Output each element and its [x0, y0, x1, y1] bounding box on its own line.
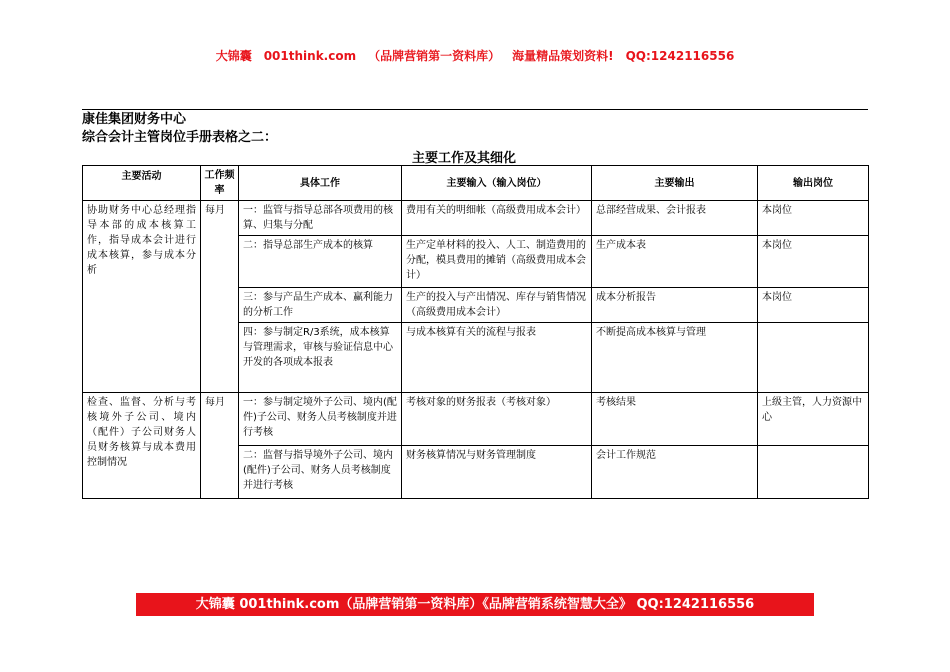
output-cell: 不断提高成本核算与管理 [592, 323, 758, 393]
input-cell: 生产定单材料的投入、人工、制造费用的分配，模具费用的摊销（高级费用成本会计） [402, 236, 592, 288]
banner-slogan: 海量精品策划资料! [512, 49, 614, 63]
activity-cell: 检查、监督、分析与考核境外子公司、境内（配件）子公司财务人员财务核算与成本费用控制情况 [83, 393, 201, 499]
input-cell: 与成本核算有关的流程与报表 [402, 323, 592, 393]
header-output: 主要输出 [592, 166, 758, 201]
banner-qq: QQ:1242116556 [625, 49, 735, 63]
work-cell: 二：监督与指导境外子公司、境内(配件)子公司、财务人员考核制度并进行考核 [239, 446, 402, 499]
output-cell: 总部经营成果、会计报表 [592, 201, 758, 236]
work-cell: 一：监管与指导总部各项费用的核算、归集与分配 [239, 201, 402, 236]
table-row [83, 201, 869, 236]
footer-site-link[interactable]: 001think.com [239, 597, 340, 612]
table-header-row [83, 166, 869, 201]
organization-name: 康佳集团财务中心 [82, 112, 187, 127]
header-work: 具体工作 [239, 166, 402, 201]
input-cell: 考核对象的财务报表（考核对象） [402, 393, 592, 446]
work-cell: 二：指导总部生产成本的核算 [239, 236, 402, 288]
position-cell: 本岗位 [758, 288, 869, 323]
banner-brand: 大锦囊 [215, 49, 252, 63]
footer-book: 《品牌营销系统智慧大全》 [482, 597, 632, 612]
input-cell: 生产的投入与产出情况、库存与销售情况（高级费用成本会计） [402, 288, 592, 323]
header-position: 输出岗位 [758, 166, 869, 201]
position-cell [758, 446, 869, 499]
output-cell: 会计工作规范 [592, 446, 758, 499]
bottom-banner [136, 593, 814, 616]
header-input: 主要输入（输入岗位） [402, 166, 592, 201]
work-cell: 一：参与制定境外子公司、境内(配件)子公司、财务人员考核制度并进行考核 [239, 393, 402, 446]
header-activity: 主要活动 [83, 166, 201, 201]
footer-brand: 大锦囊 [195, 597, 235, 612]
banner-tagline: （品牌营销第一资料库） [368, 49, 501, 63]
work-cell: 三：参与产品生产成本、赢利能力的分析工作 [239, 288, 402, 323]
position-cell [758, 323, 869, 393]
work-cell: 四：参与制定R/3系统，成本核算与管理需求，审核与验证信息中心开发的各项成本报表 [239, 323, 402, 393]
output-cell: 成本分析报告 [592, 288, 758, 323]
frequency-cell: 每月 [201, 393, 239, 499]
banner-site-link[interactable]: 001think.com [263, 49, 357, 63]
activity-cell: 协助财务中心总经理指导本部的成本核算工作，指导成本会计进行成本核算，参与成本分析 [83, 201, 201, 393]
top-banner [0, 47, 950, 64]
header-divider [82, 109, 868, 110]
frequency-cell: 每月 [201, 201, 239, 393]
form-title: 综合会计主管岗位手册表格之二： [82, 130, 278, 145]
input-cell: 费用有关的明细帐（高级费用成本会计） [402, 201, 592, 236]
position-cell: 上级主管，人力资源中心 [758, 393, 869, 446]
position-cell: 本岗位 [758, 236, 869, 288]
footer-tagline: （品牌营销第一资料库） [339, 597, 483, 612]
header-frequency: 工作频率 [201, 166, 239, 201]
table-title: 主要工作及其细化 [412, 151, 517, 166]
main-work-table [82, 165, 869, 499]
footer-qq: QQ:1242116556 [636, 597, 755, 612]
input-cell: 财务核算情况与财务管理制度 [402, 446, 592, 499]
position-cell: 本岗位 [758, 201, 869, 236]
output-cell: 生产成本表 [592, 236, 758, 288]
table-row [83, 393, 869, 446]
output-cell: 考核结果 [592, 393, 758, 446]
